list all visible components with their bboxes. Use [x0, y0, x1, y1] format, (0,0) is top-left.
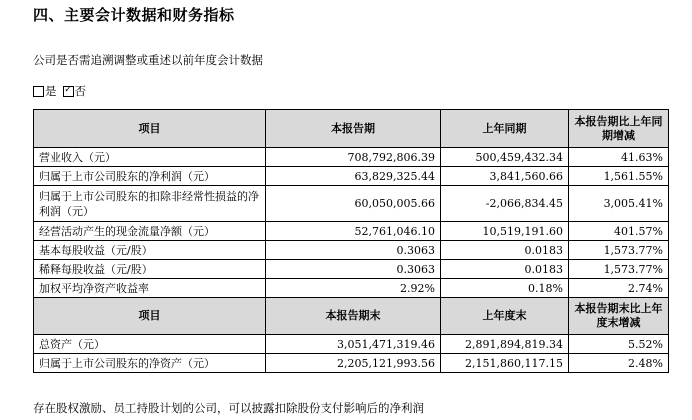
- option-no[interactable]: [63, 83, 87, 99]
- table-row: [34, 167, 669, 186]
- restatement-question: 公司是否需追溯调整或重述以前年度会计数据: [33, 53, 263, 67]
- table2-header-previous: 上年度末: [441, 298, 569, 335]
- option-no-label: 否: [74, 84, 86, 98]
- row-current: 60,050,005.66: [266, 186, 441, 222]
- row-item: 经营活动产生的现金流量净额（元）: [34, 222, 266, 241]
- row-change: 2.74%: [569, 279, 669, 298]
- row-change: 401.57%: [569, 222, 669, 241]
- row-previous: 10,519,191.60: [441, 222, 569, 241]
- section-title: 四、主要会计数据和财务指标: [33, 6, 235, 24]
- row-previous: 2,891,894,819.34: [441, 335, 569, 354]
- table-row: [34, 354, 669, 373]
- table-row: [34, 222, 669, 241]
- row-change: 3,005.41%: [569, 186, 669, 222]
- row-change: 2.48%: [569, 354, 669, 373]
- row-change: 1,573.77%: [569, 260, 669, 279]
- row-current: 2.92%: [266, 279, 441, 298]
- row-current: 52,761,046.10: [266, 222, 441, 241]
- row-item: 营业收入（元）: [34, 148, 266, 167]
- row-previous: -2,066,834.45: [441, 186, 569, 222]
- row-current: 708,792,806.39: [266, 148, 441, 167]
- row-item: 稀释每股收益（元/股）: [34, 260, 266, 279]
- table-row: [34, 279, 669, 298]
- row-current: 63,829,325.44: [266, 167, 441, 186]
- table-row: [34, 260, 669, 279]
- table1-header-previous: 上年同期: [441, 110, 569, 148]
- table1-header-change: 本报告期比上年同期增减: [569, 110, 669, 148]
- row-change: 1,561.55%: [569, 167, 669, 186]
- table2-header-current: 本报告期末: [266, 298, 441, 335]
- row-previous: 0.0183: [441, 241, 569, 260]
- table-row: [34, 148, 669, 167]
- row-change: 1,573.77%: [569, 241, 669, 260]
- row-item: 总资产（元）: [34, 335, 266, 354]
- row-previous: 0.18%: [441, 279, 569, 298]
- restatement-options: [33, 83, 92, 99]
- row-item: 归属于上市公司股东的扣除非经常性损益的净利润（元）: [34, 186, 266, 222]
- row-change: 5.52%: [569, 335, 669, 354]
- table1-header-row: [34, 110, 669, 148]
- option-yes[interactable]: [33, 83, 57, 99]
- row-item: 加权平均净资产收益率: [34, 279, 266, 298]
- table-row: [34, 241, 669, 260]
- row-current: 0.3063: [266, 260, 441, 279]
- table1-header-current: 本报告期: [266, 110, 441, 148]
- table1-header-item: 项目: [34, 110, 266, 148]
- row-current: 2,205,121,993.56: [266, 354, 441, 373]
- row-current: 3,051,471,319.46: [266, 335, 441, 354]
- footer-note: 存在股权激励、员工持股计划的公司，可以披露扣除股份支付影响后的净利润: [33, 401, 424, 415]
- row-previous: 2,151,860,117.15: [441, 354, 569, 373]
- row-previous: 3,841,560.66: [441, 167, 569, 186]
- row-item: 归属于上市公司股东的净利润（元）: [34, 167, 266, 186]
- table-row: [34, 186, 669, 222]
- row-previous: 0.0183: [441, 260, 569, 279]
- table2-header-row: [34, 298, 669, 335]
- checkbox-yes-icon[interactable]: [33, 86, 44, 97]
- row-item: 基本每股收益（元/股）: [34, 241, 266, 260]
- table2-header-item: 项目: [34, 298, 266, 335]
- table-row: [34, 335, 669, 354]
- table2-header-change: 本报告期末比上年度末增减: [569, 298, 669, 335]
- checkbox-no-checked-icon[interactable]: [63, 86, 74, 97]
- option-yes-label: 是: [45, 84, 57, 98]
- financial-indicators-table: [33, 109, 669, 373]
- row-current: 0.3063: [266, 241, 441, 260]
- row-change: 41.63%: [569, 148, 669, 167]
- row-item: 归属于上市公司股东的净资产（元）: [34, 354, 266, 373]
- row-previous: 500,459,432.34: [441, 148, 569, 167]
